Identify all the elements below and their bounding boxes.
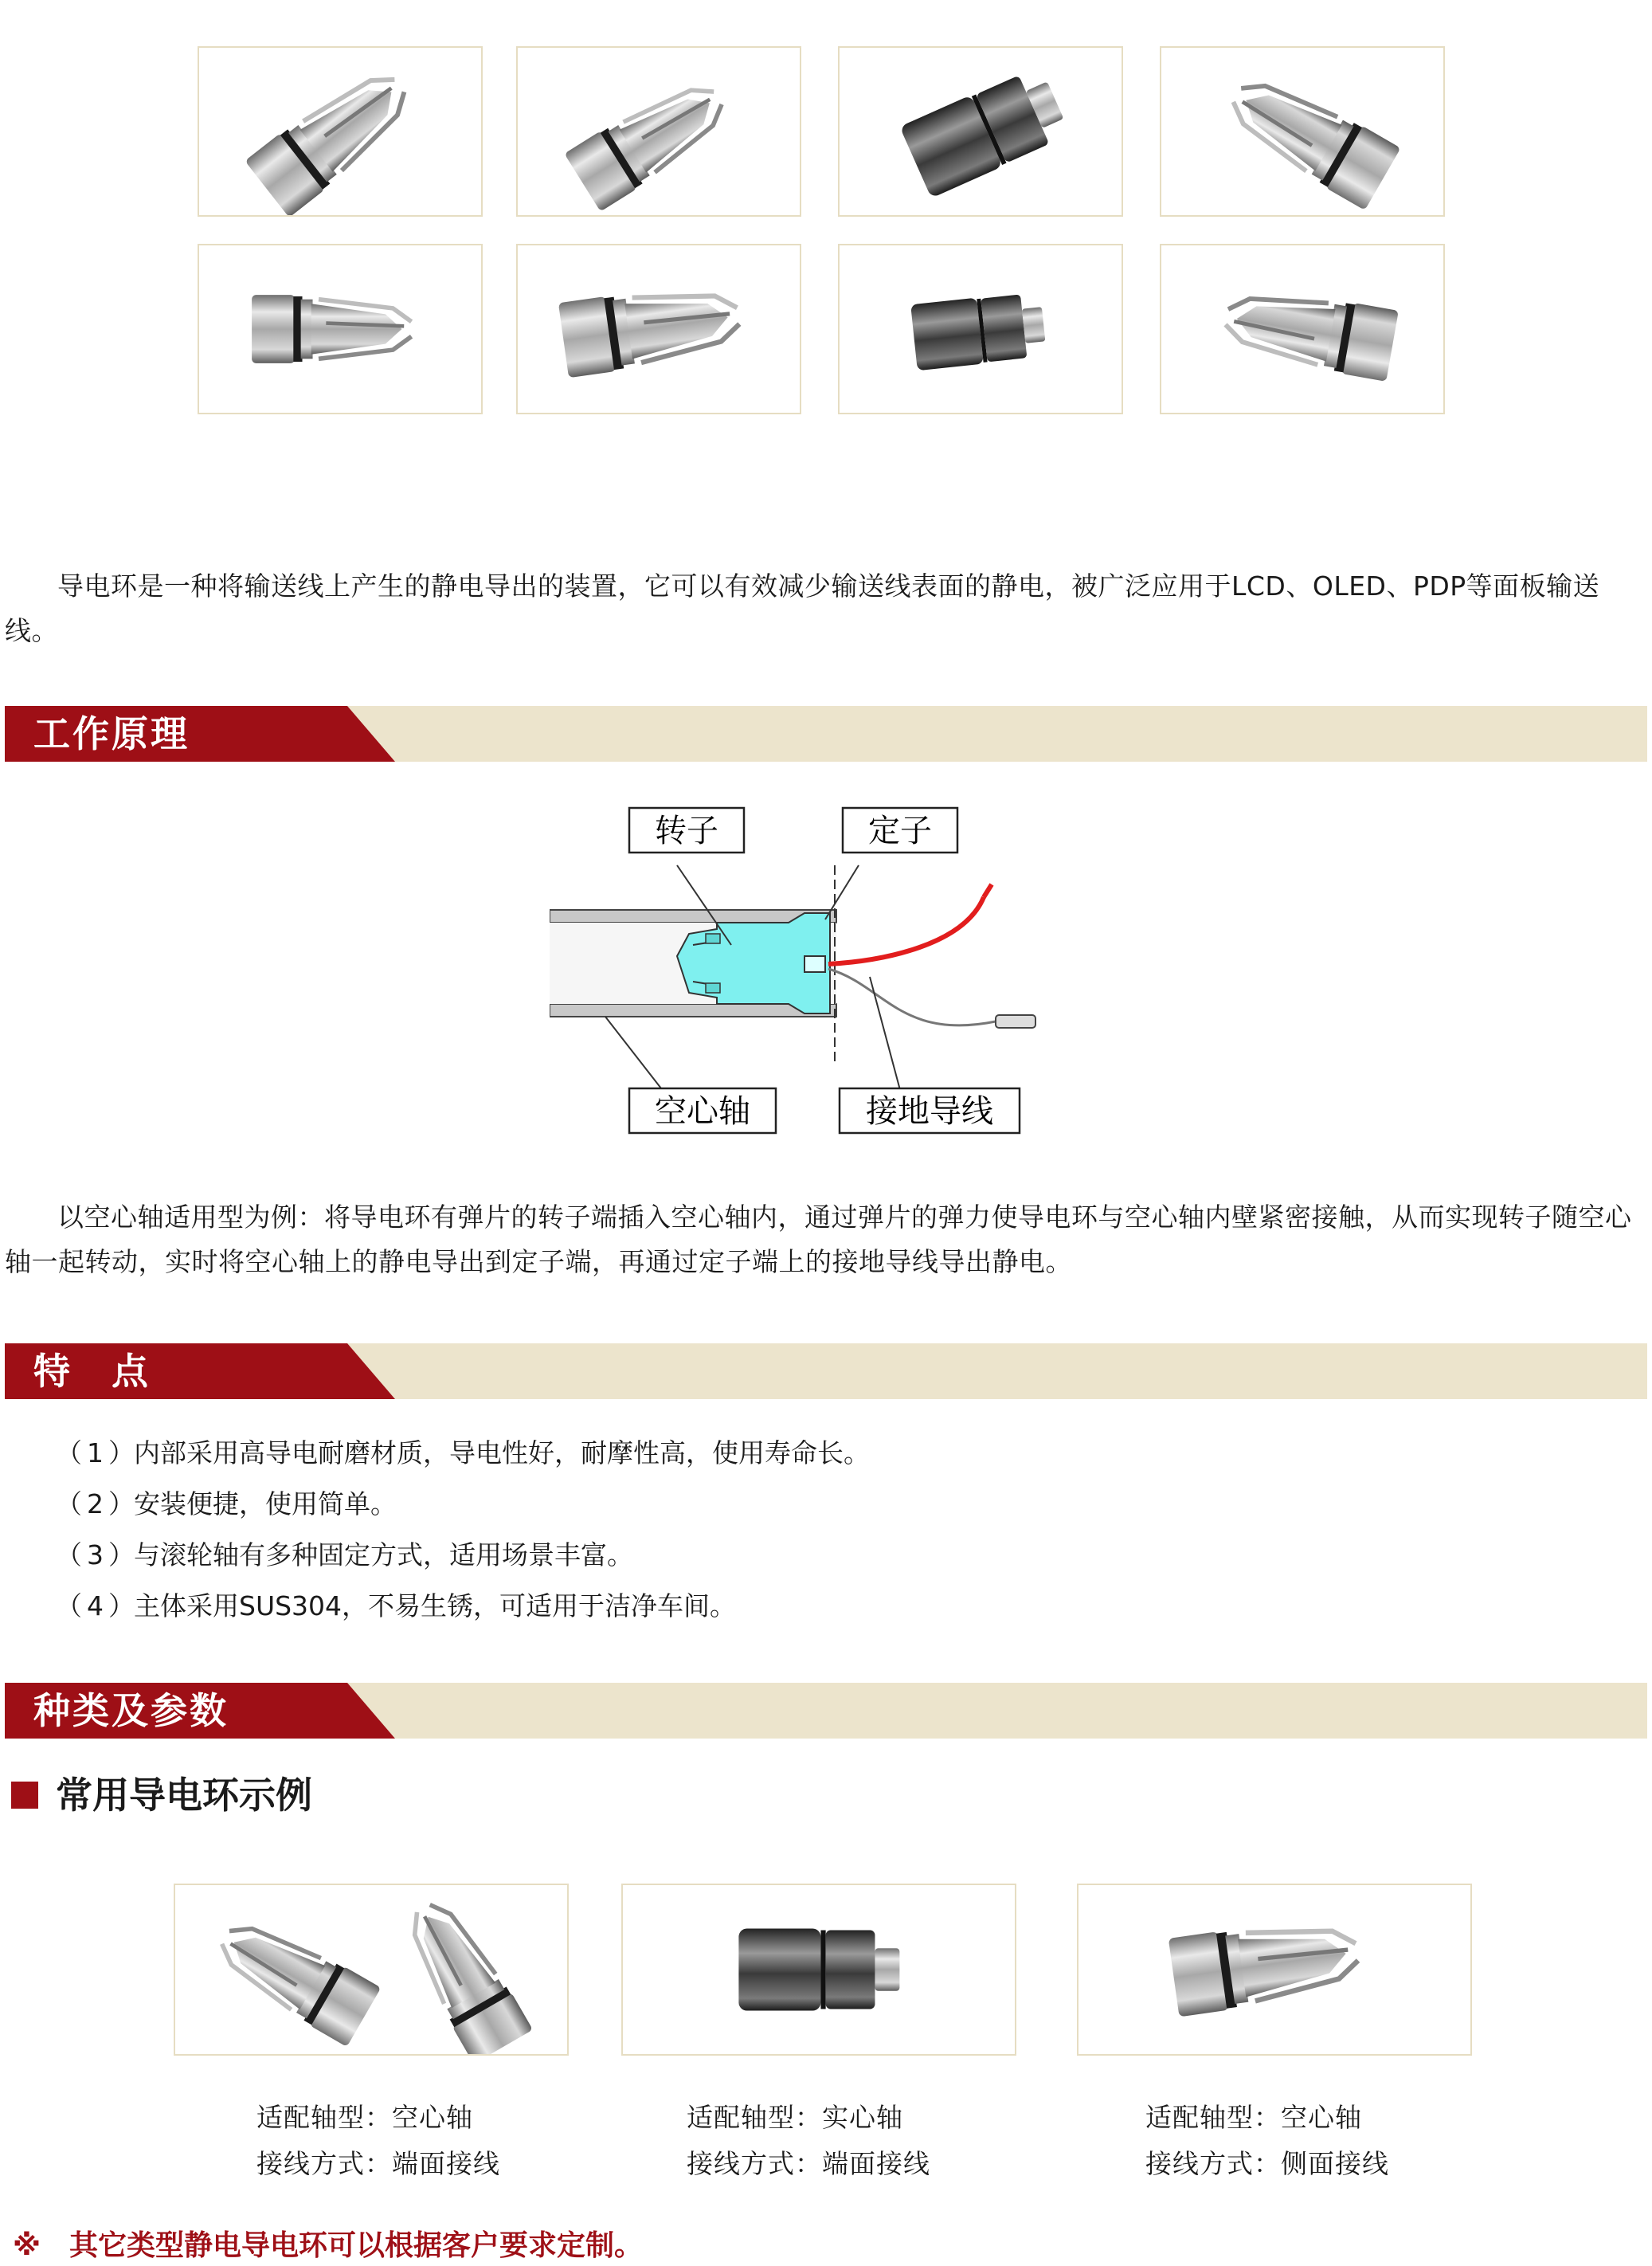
product-thumbnail-8 — [1160, 244, 1445, 414]
brush-connector-icon — [1078, 1885, 1470, 2054]
feature-text: 主体采用SUS304，不易生锈，可适用于洁净车间。 — [134, 1590, 737, 1621]
label-rotor: 转子 — [655, 813, 718, 849]
example-card-3 — [1077, 1884, 1472, 2056]
examples-title: 常用导电环示例 — [56, 1774, 312, 1817]
brush-connector-icon — [518, 245, 800, 413]
cylinder-connector-icon — [623, 1885, 1015, 2054]
product-thumbnail-1 — [198, 46, 483, 217]
feature-item-4 — [56, 1590, 736, 1622]
example-card-1 — [174, 1884, 569, 2056]
product-thumbnail-6 — [516, 244, 801, 414]
section-title: 种类及参数 — [33, 1689, 229, 1732]
example-2-shaft: 适配轴型：实心轴 — [687, 2102, 903, 2133]
section-header-features — [5, 1343, 1647, 1399]
feature-number: （1） — [56, 1437, 139, 1468]
feature-number: （2） — [56, 1488, 139, 1519]
brush-connector-icon — [199, 48, 481, 215]
section-title: 特 点 — [33, 1350, 151, 1393]
section-header-principle — [5, 706, 1647, 762]
product-thumbnail-3 — [838, 46, 1123, 217]
product-thumbnail-5 — [198, 244, 483, 414]
working-principle-diagram — [550, 794, 1075, 1144]
brush-connector-pair-icon — [175, 1885, 567, 2054]
feature-text: 内部采用高导电耐磨材质，导电性好，耐摩性高，使用寿命长。 — [134, 1437, 870, 1468]
section-header-types — [5, 1683, 1647, 1739]
intro-paragraph: 导电环是一种将输送线上产生的静电导出的装置，它可以有效减少输送线表面的静电，被广泛应用于LCD、OLED、PDP等面板输送线。 — [5, 570, 1600, 646]
feature-text: 与滚轮轴有多种固定方式，适用场景丰富。 — [134, 1539, 633, 1570]
cylinder-connector-icon — [840, 48, 1122, 215]
label-stator: 定子 — [868, 813, 932, 849]
example-1-wiring: 接线方式：端面接线 — [256, 2148, 500, 2179]
principle-paragraph: 以空心轴适用型为例：将导电环有弹片的转子端插入空心轴内，通过弹片的弹力使导电环与空心轴内壁紧密接触，从而实现转子随空心轴一起转动，实时将空心轴上的静电导出到定子端，再通过定子端上的接地导线导出静电。 — [5, 1202, 1632, 1277]
feature-item-1 — [56, 1437, 870, 1469]
label-hollow-shaft: 空心轴 — [655, 1093, 750, 1130]
label-ground-wire: 接地导线 — [866, 1093, 993, 1130]
product-thumbnail-4 — [1160, 46, 1445, 217]
brush-connector-icon — [1161, 245, 1443, 413]
product-thumbnail-7 — [838, 244, 1123, 414]
feature-item-2 — [56, 1488, 397, 1520]
example-card-2 — [621, 1884, 1016, 2056]
customization-note: ※ 其它类型静电导电环可以根据客户要求定制。 — [13, 2229, 643, 2262]
example-3-wiring: 接线方式：侧面接线 — [1145, 2148, 1389, 2179]
product-thumbnail-2 — [516, 46, 801, 217]
brush-connector-icon — [1161, 48, 1443, 215]
brush-connector-icon — [199, 245, 481, 413]
cylinder-connector-icon — [840, 245, 1122, 413]
section-title: 工作原理 — [33, 712, 190, 755]
feature-text: 安装便捷，使用简单。 — [134, 1488, 397, 1519]
example-2-wiring: 接线方式：端面接线 — [687, 2148, 930, 2179]
feature-item-3 — [56, 1539, 633, 1571]
brush-connector-icon — [518, 48, 800, 215]
example-3-shaft: 适配轴型：空心轴 — [1145, 2102, 1362, 2133]
square-bullet-icon — [11, 1782, 38, 1809]
feature-number: （4） — [56, 1590, 139, 1621]
example-1-shaft: 适配轴型：空心轴 — [256, 2102, 473, 2133]
feature-number: （3） — [56, 1539, 139, 1570]
